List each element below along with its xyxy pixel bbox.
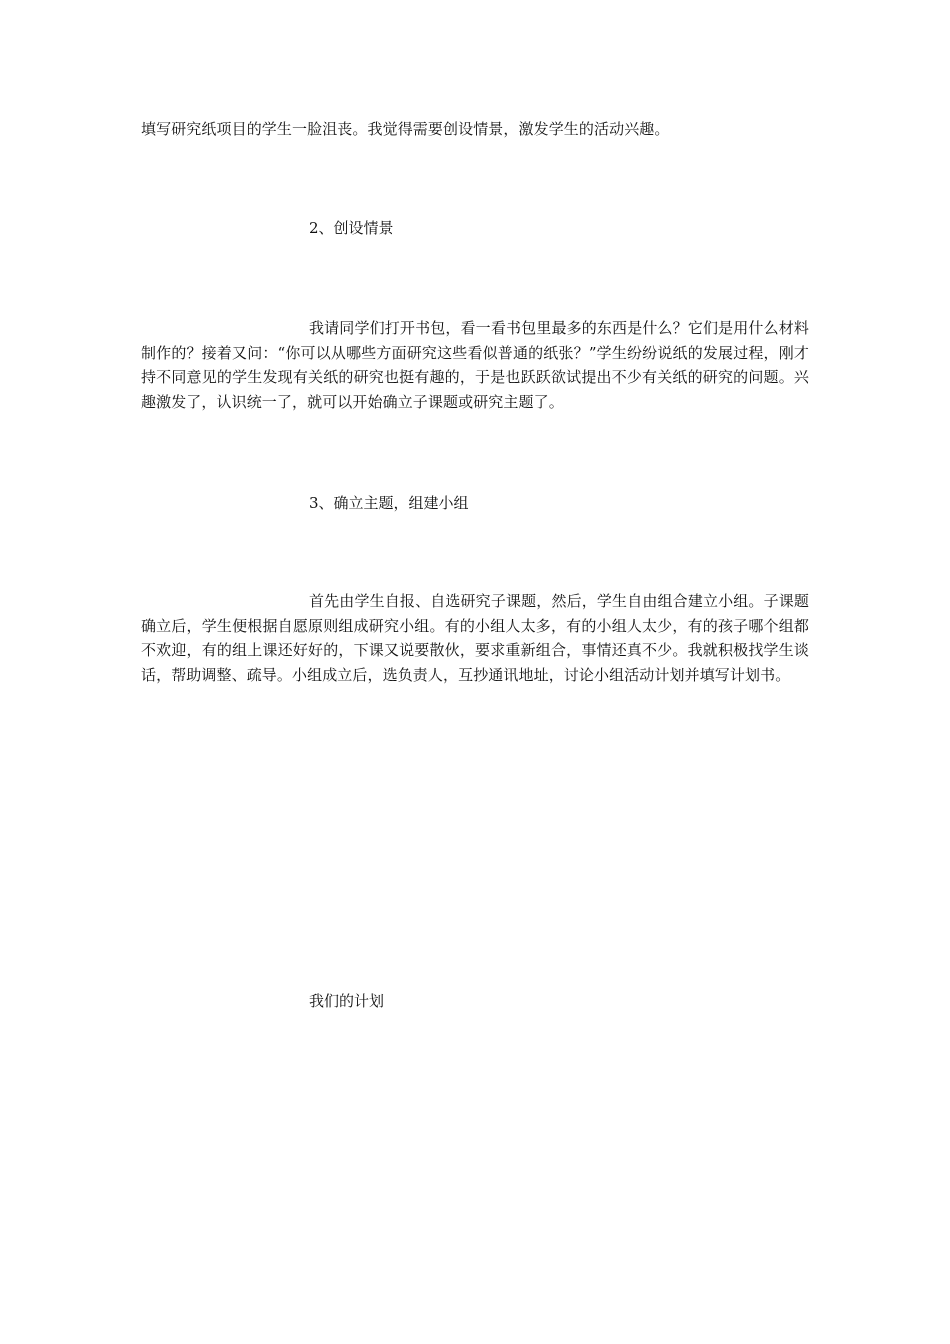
section-heading-create-scenario: 2、创设情景 (309, 219, 394, 237)
section-heading-establish-topic: 3、确立主题，组建小组 (309, 494, 469, 512)
section-heading-our-plan: 我们的计划 (309, 992, 385, 1010)
paragraph-create-scenario: 我请同学们打开书包，看一看书包里最多的东西是什么？它们是用什么材料制作的？接着又问：“你可以从哪些方面研究这些看似普通的纸张？”学生纷纷说纸的发展过程，刚才持不同意见的学生发现有关纸的研究也挺有趣的，于是也跃跃欲试提出不少有关纸的研究的问题。兴趣激发了，认识统一了，就可以开始确立子课题或研究主题了。 (141, 319, 809, 411)
paragraph-intro-end: 填写研究纸项目的学生一脸沮丧。我觉得需要创设情景，激发学生的活动兴趣。 (141, 120, 670, 138)
paragraph-establish-topic: 首先由学生自报、自选研究子课题，然后，学生自由组合建立小组。子课题确立后，学生便根据自愿原则组成研究小组。有的小组人太多，有的小组人太少，有的孩子哪个组都不欢迎，有的组上课还好好的，下课又说要散伙，要求重新组合，事情还真不少。我就积极找学生谈话，帮助调整、疏导。小组成立后，选负责人，互抄通讯地址，讨论小组活动计划并填写计划书。 (141, 592, 809, 684)
